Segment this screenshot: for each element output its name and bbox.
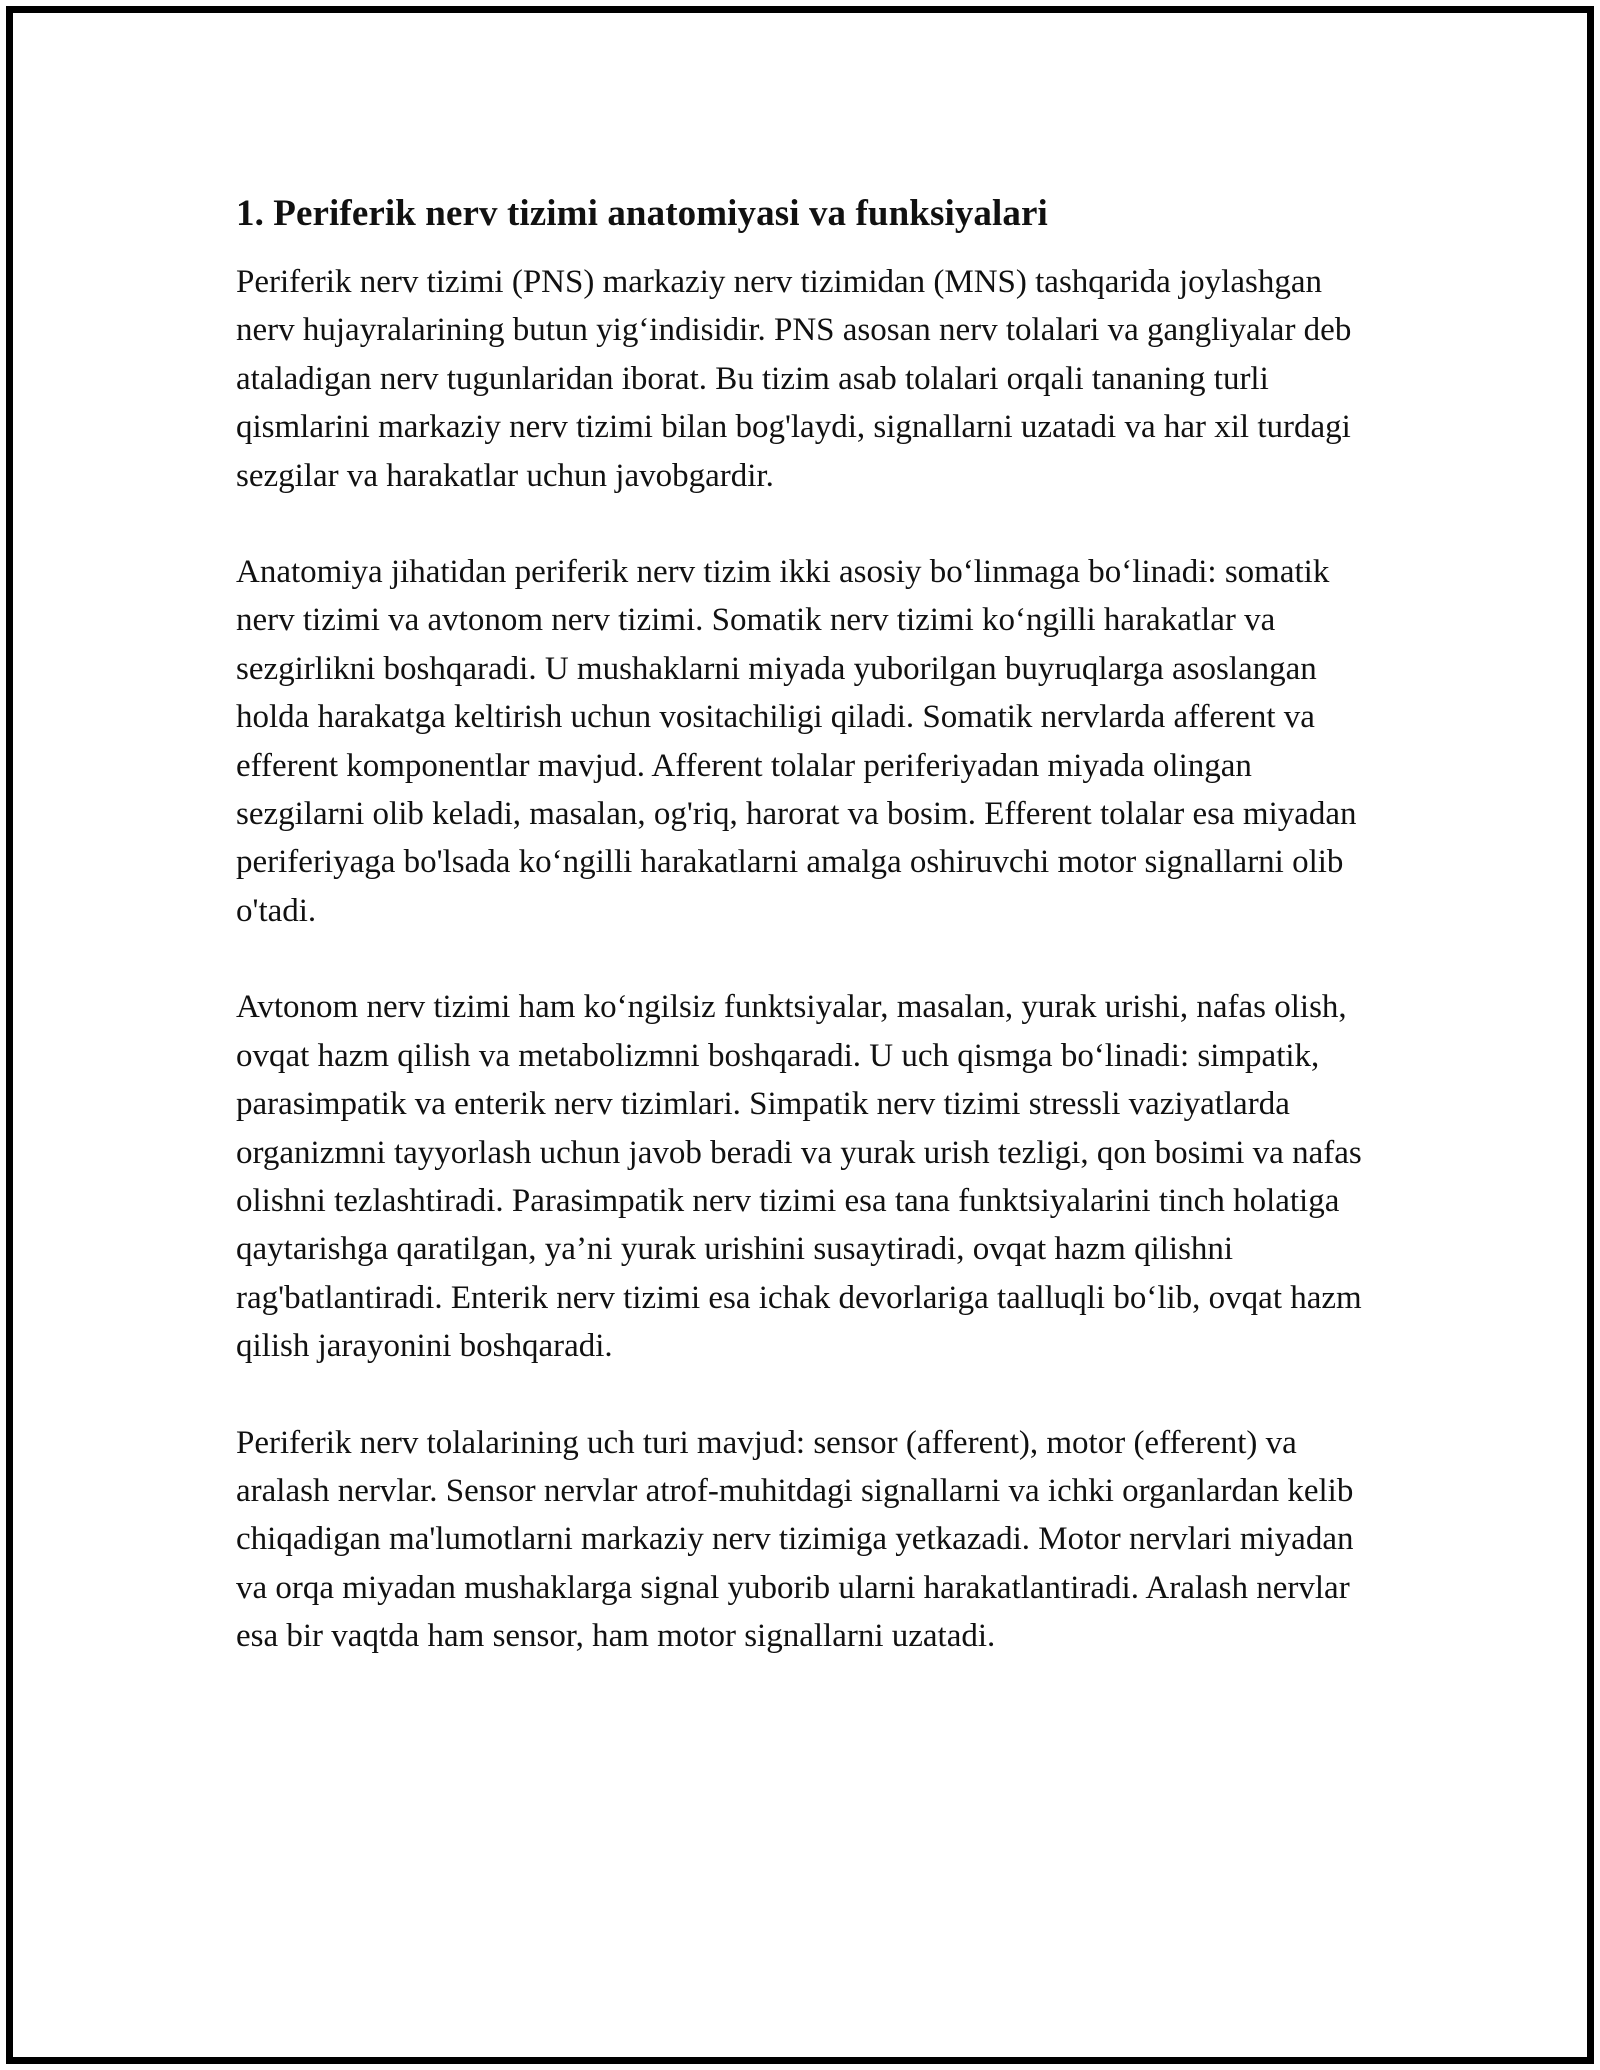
document-body [236,188,1376,1661]
paragraph-autonomic: Avtonom nerv tizimi ham ko‘ngilsiz funktsiyalar, masalan, yurak urishi, nafas olish, ovqat hazm qilish va metabolizmni boshqaradi. U uch qismga bo‘linadi: simpatik, parasimpatik va enterik nerv tizimlari. Simpatik nerv tizimi stressli vaziyatlarda organizmni tayyorlash uchun javob beradi va yurak urish tezligi, qon bosimi va nafas olishni tezlashtiradi. Parasimpatik nerv tizimi esa tana funktsiyalarini tinch holatiga qaytarishga qaratilgan, ya’ni yurak urishini susaytiradi, ovqat hazm qilishni rag'batlantiradi. Enterik nerv tizimi esa ichak devorlariga taalluqli bo‘lib, ovqat hazm qilish jarayonini boshqaradi. [236,989,1362,1365]
section-heading: 1. Periferik nerv tizimi anatomiyasi va funksiyalari [236,193,1048,234]
paragraph-anatomy: Anatomiya jihatidan periferik nerv tizim ikki asosiy bo‘linmaga bo‘linadi: somatik nerv tizimi va avtonom nerv tizimi. Somatik nerv tizimi ko‘ngilli harakatlar va sezgirlikni boshqaradi. U mushaklarni miyada yuborilgan buyruqlarga asoslangan holda harakatga keltirish uchun vositachiligi qiladi. Somatik nervlarda afferent va efferent komponentlar mavjud. Afferent tolalar periferiyadan miyada olingan sezgilarni olib keladi, masalan, og'riq, harorat va bosim. Efferent tolalar esa miyadan periferiyaga bo'lsada ko‘ngilli harakatlarni amalga oshiruvchi motor signallarni olib o'tadi. [236,554,1357,929]
paragraph-intro: Periferik nerv tizimi (PNS) markaziy nerv tizimidan (MNS) tashqarida joylashgan nerv hujayralarining butun yig‘indisidir. PNS asosan nerv tolalari va gangliyalar deb ataladigan nerv tugunlaridan iborat. Bu tizim asab tolalari orqali tananing turli qismlarini markaziy nerv tizimi bilan bog'laydi, signallarni uzatadi va har xil turdagi sezgilar va harakatlar uchun javobgardir. [236,264,1352,494]
paragraph-fiber-types: Periferik nerv tolalarining uch turi mavjud: sensor (afferent), motor (efferent) va aralash nervlar. Sensor nervlar atrof-muhitdagi signallarni va ichki organlardan kelib chiqadigan ma'lumotlarni markaziy nerv tizimiga yetkazadi. Motor nervlari miyadan va orqa miyadan mushaklarga signal yuborib ularni harakatlantiradi. Aralash nervlar esa bir vaqtda ham sensor, ham motor signallarni uzatadi. [236,1424,1354,1655]
